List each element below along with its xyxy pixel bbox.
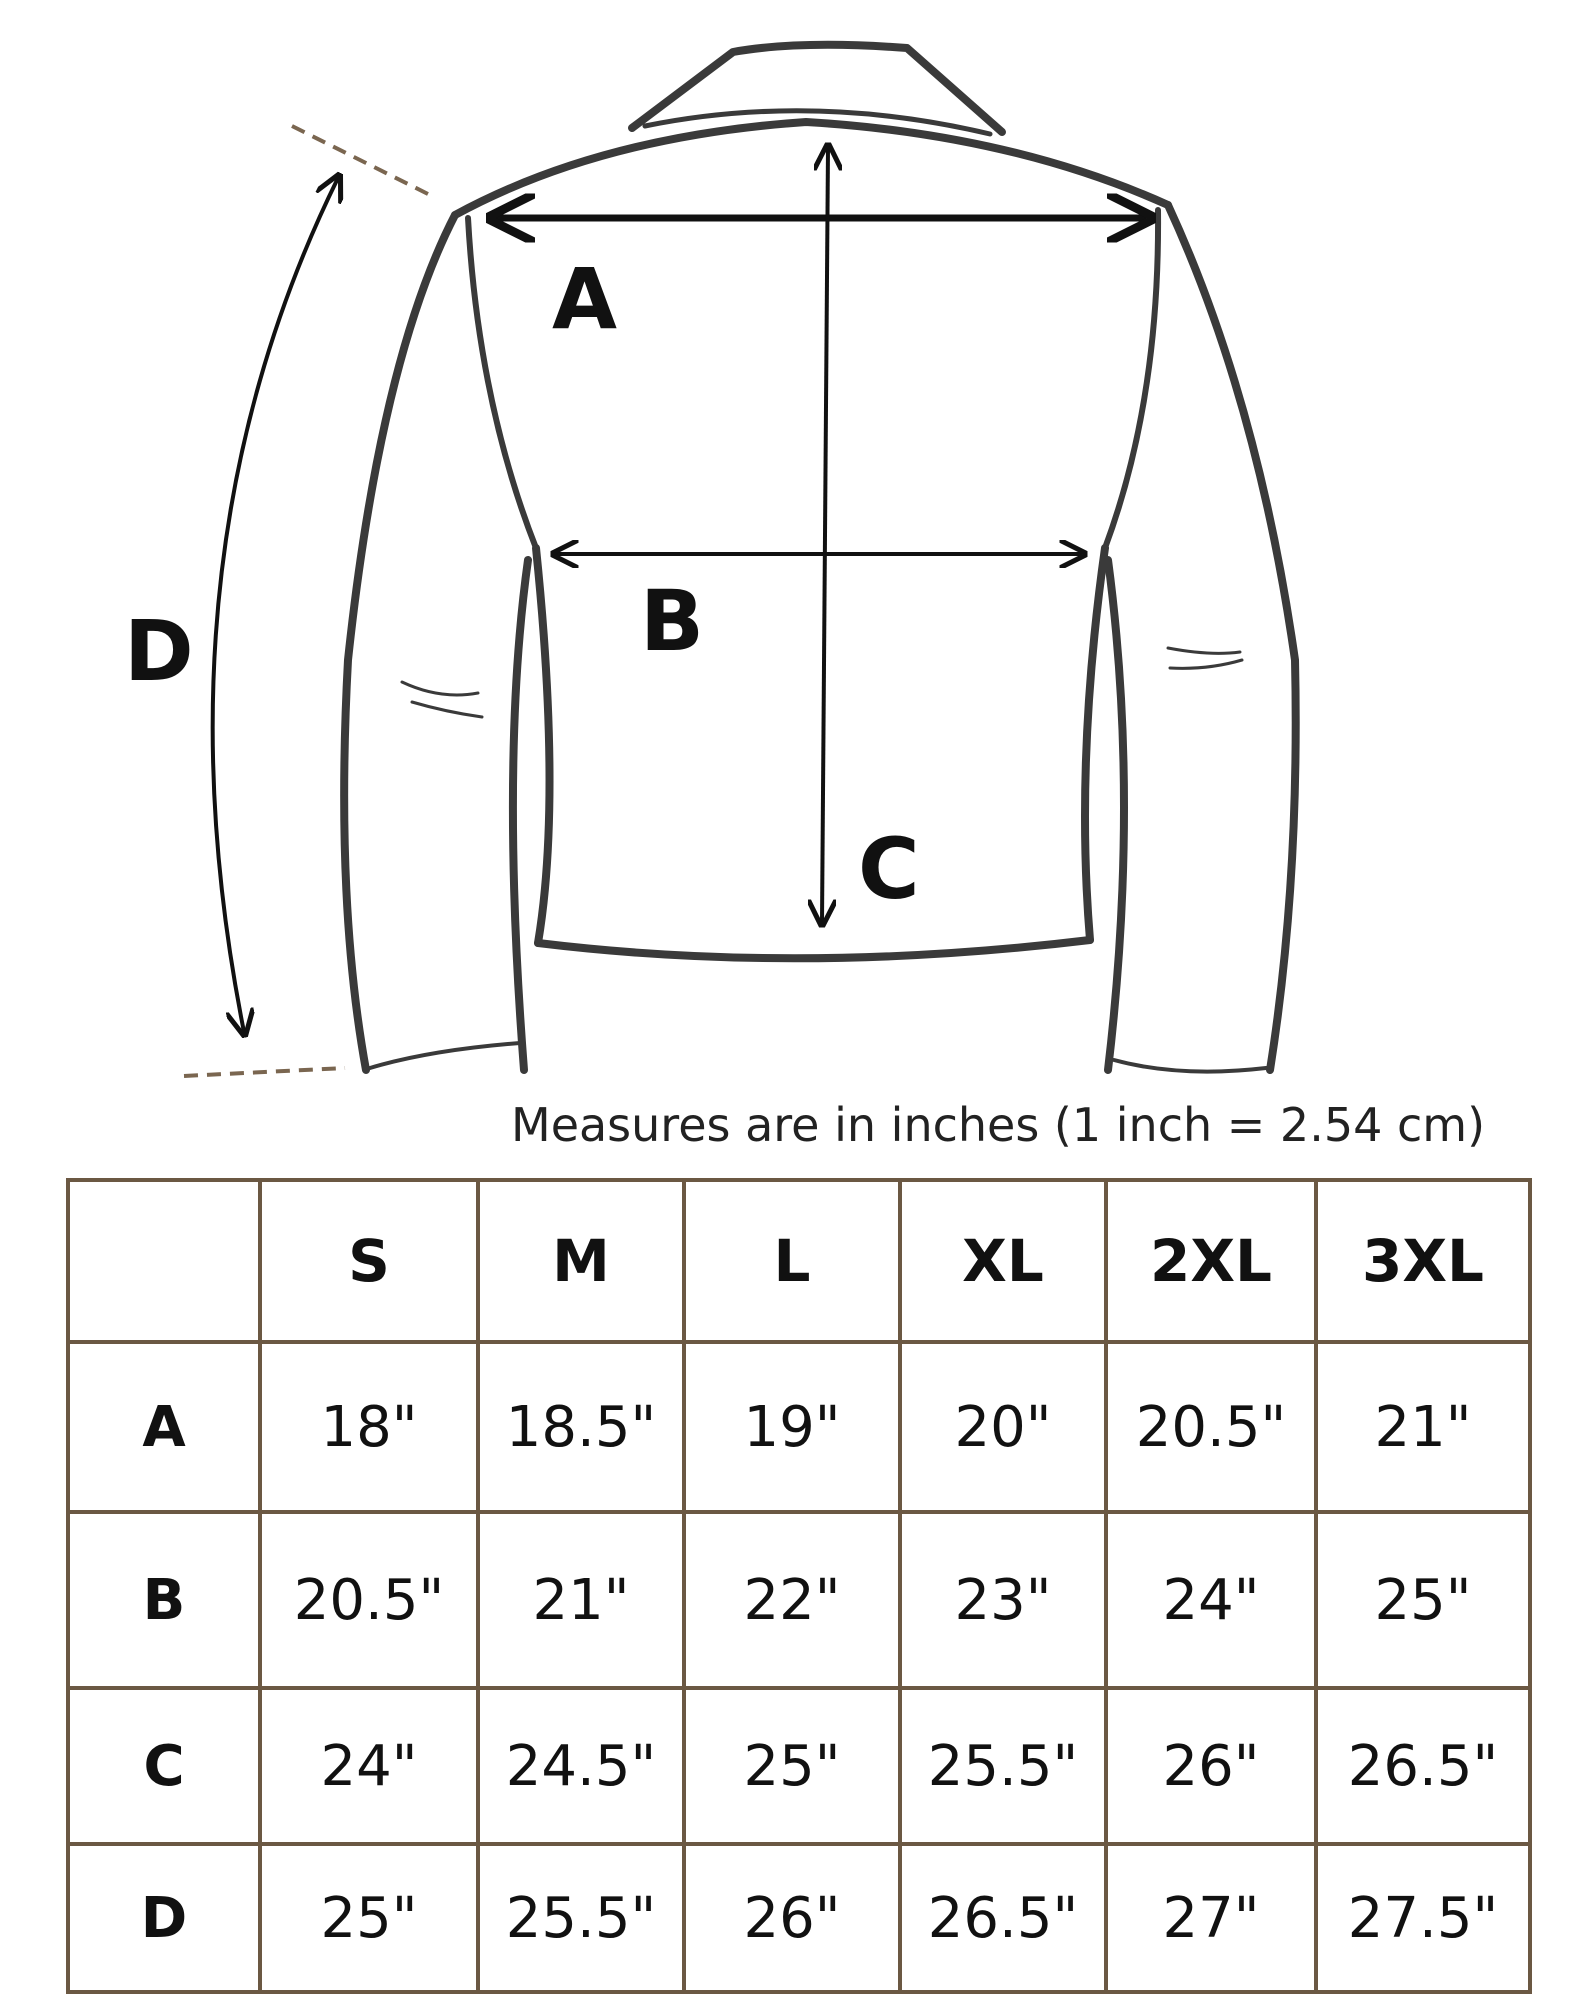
- table-cell: 22": [684, 1512, 900, 1688]
- size-header-m: M: [478, 1180, 684, 1342]
- right-sleeve-inner: [1108, 560, 1124, 1070]
- sleeve-top-guide: [292, 126, 436, 198]
- table-cell: 19": [684, 1342, 900, 1512]
- jacket-outline: [344, 45, 1296, 1072]
- jacket-hem: [538, 940, 1090, 958]
- left-sleeve-outer: [344, 215, 455, 1070]
- size-header-row: [68, 1180, 1530, 1342]
- row-label-b: B: [68, 1512, 260, 1688]
- table-cell: 20": [900, 1342, 1106, 1512]
- arrow-d: [213, 178, 338, 1032]
- left-cuff: [370, 1043, 520, 1068]
- table-cell: 21": [478, 1512, 684, 1688]
- table-row-a: [68, 1342, 1530, 1512]
- table-cell: 26.5": [900, 1844, 1106, 1992]
- table-row-b: [68, 1512, 1530, 1688]
- arrow-c: [822, 148, 828, 922]
- right-cuff: [1114, 1060, 1266, 1072]
- table-cell: 25": [260, 1844, 478, 1992]
- table-cell: 24": [1106, 1512, 1316, 1688]
- size-chart-table: [66, 1178, 1532, 1994]
- table-cell: 20.5": [260, 1512, 478, 1688]
- table-cell: 27": [1106, 1844, 1316, 1992]
- size-header-l: L: [684, 1180, 900, 1342]
- row-label-c: C: [68, 1688, 260, 1844]
- table-cell: 18": [260, 1342, 478, 1512]
- right-elbow-crease: [1168, 648, 1242, 668]
- table-cell: 25": [684, 1688, 900, 1844]
- table-cell: 18.5": [478, 1342, 684, 1512]
- size-header-xl: XL: [900, 1180, 1106, 1342]
- left-armhole: [468, 218, 536, 548]
- table-cell: 26": [1106, 1688, 1316, 1844]
- label-a: A: [552, 250, 618, 348]
- table-cell: 25": [1316, 1512, 1530, 1688]
- right-armhole: [1105, 210, 1158, 548]
- corner-cell: [68, 1180, 260, 1342]
- table-cell: 26": [684, 1844, 900, 1992]
- size-header-s: S: [260, 1180, 478, 1342]
- label-c: C: [858, 820, 920, 918]
- row-label-d: D: [68, 1844, 260, 1992]
- table-cell: 21": [1316, 1342, 1530, 1512]
- left-elbow-crease: [402, 682, 482, 717]
- table-row-c: [68, 1688, 1530, 1844]
- table-cell: 24": [260, 1688, 478, 1844]
- table-cell: 23": [900, 1512, 1106, 1688]
- table-cell: 27.5": [1316, 1844, 1530, 1992]
- size-header-2xl: 2XL: [1106, 1180, 1316, 1342]
- table-cell: 24.5": [478, 1688, 684, 1844]
- table-row-d: [68, 1844, 1530, 1992]
- left-sleeve-inner: [513, 560, 528, 1070]
- table-cell: 26.5": [1316, 1688, 1530, 1844]
- right-sleeve-outer: [1168, 205, 1296, 1070]
- right-body-side: [1085, 548, 1105, 940]
- left-body-side: [536, 548, 550, 943]
- measurement-note: Measures are in inches (1 inch = 2.54 cm): [511, 1098, 1486, 1152]
- row-label-a: A: [68, 1342, 260, 1512]
- table-cell: 20.5": [1106, 1342, 1316, 1512]
- label-d: D: [124, 602, 194, 700]
- sleeve-bottom-guide: [184, 1068, 345, 1076]
- table-cell: 25.5": [478, 1844, 684, 1992]
- label-b: B: [640, 572, 705, 670]
- size-header-3xl: 3XL: [1316, 1180, 1530, 1342]
- shoulder-line: [455, 122, 1168, 215]
- table-cell: 25.5": [900, 1688, 1106, 1844]
